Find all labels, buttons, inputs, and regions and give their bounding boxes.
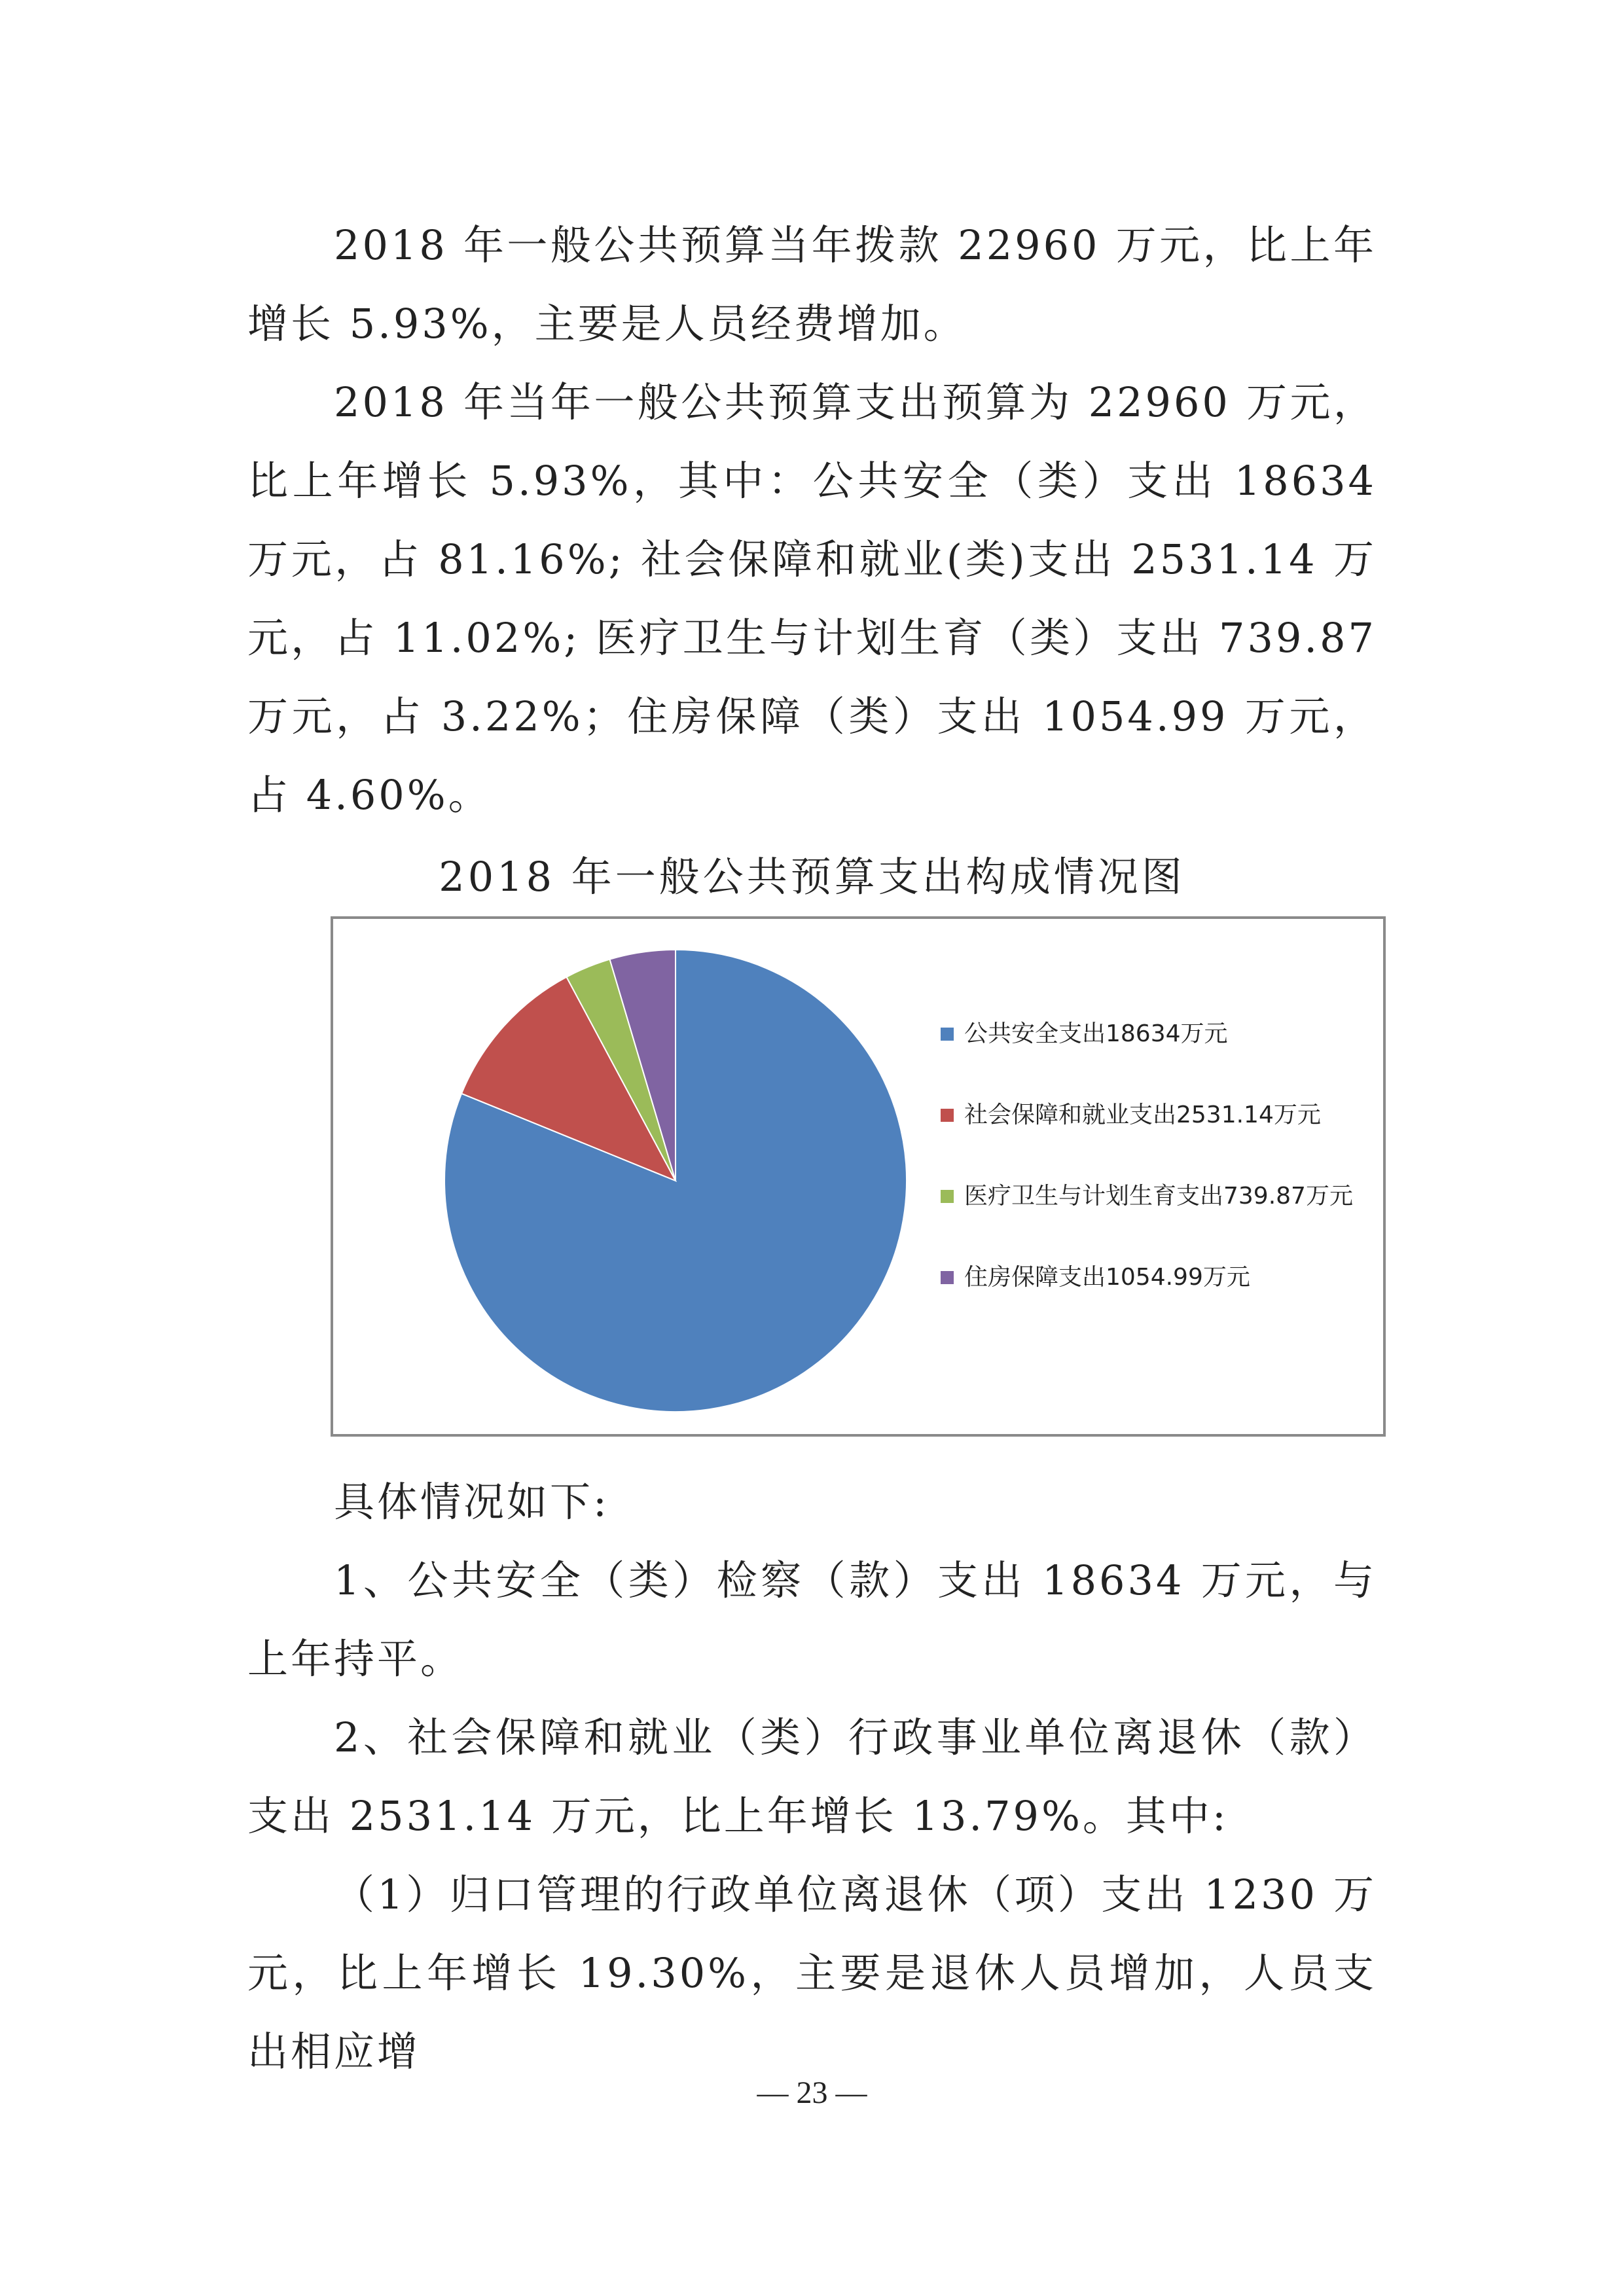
- legend-item-2: [941, 1179, 1360, 1213]
- paragraph-expenditure-summary: 2018 年当年一般公共预算支出预算为 22960 万元，比上年增长 5.93%，其中：公共安全（类）支出 18634 万元，占 81.16%; 社会保障和就业(类)支出 2531.14 万元，占 11.02%; 医疗卫生与计划生育（类）支出 739.87 万元，占 3.22%；住房保障（类）支出 1054.99 万元，占 4.60%。: [247, 378, 1377, 819]
- legend-item-3: [941, 1261, 1360, 1295]
- legend-item-0: [941, 1017, 1360, 1051]
- legend-label-3: 住房保障支出1054.99万元: [964, 1264, 1250, 1291]
- chart-title: 2018 年一般公共预算支出构成情况图: [439, 853, 1185, 901]
- legend-swatch-3: [941, 1271, 954, 1284]
- legend-swatch-1: [941, 1109, 954, 1122]
- paragraph-appropriation: 2018 年一般公共预算当年拨款 22960 万元，比上年增长 5.93%，主要是人员经费增加。: [247, 221, 1377, 348]
- legend-label-1: 社会保障和就业支出2531.14万元: [964, 1102, 1321, 1128]
- paragraph-item-2-1: （1）归口管理的行政单位离退休（项）支出 1230 万元，比上年增长 19.30%，主要是退休人员增加，人员支出相应增: [247, 1871, 1377, 2075]
- legend-swatch-0: [941, 1028, 954, 1041]
- paragraph-item-1: 1、公共安全（类）检察（款）支出 18634 万元，与上年持平。: [247, 1556, 1377, 1683]
- legend-item-1: [941, 1098, 1360, 1132]
- paragraph-details-intro: 具体情况如下:: [334, 1478, 609, 1526]
- legend-label-2: 医疗卫生与计划生育支出739.87万元: [964, 1183, 1353, 1210]
- legend-label-0: 公共安全支出18634万元: [964, 1020, 1228, 1047]
- pie-chart: [331, 916, 1386, 1437]
- legend-swatch-2: [941, 1190, 954, 1203]
- page-number: — 23 —: [757, 2075, 867, 2110]
- paragraph-item-2: 2、社会保障和就业（类）行政事业单位离退休（款）支出 2531.14 万元，比上年增长 13.79%。其中:: [247, 1713, 1377, 1840]
- chart-legend: [941, 1017, 1360, 1342]
